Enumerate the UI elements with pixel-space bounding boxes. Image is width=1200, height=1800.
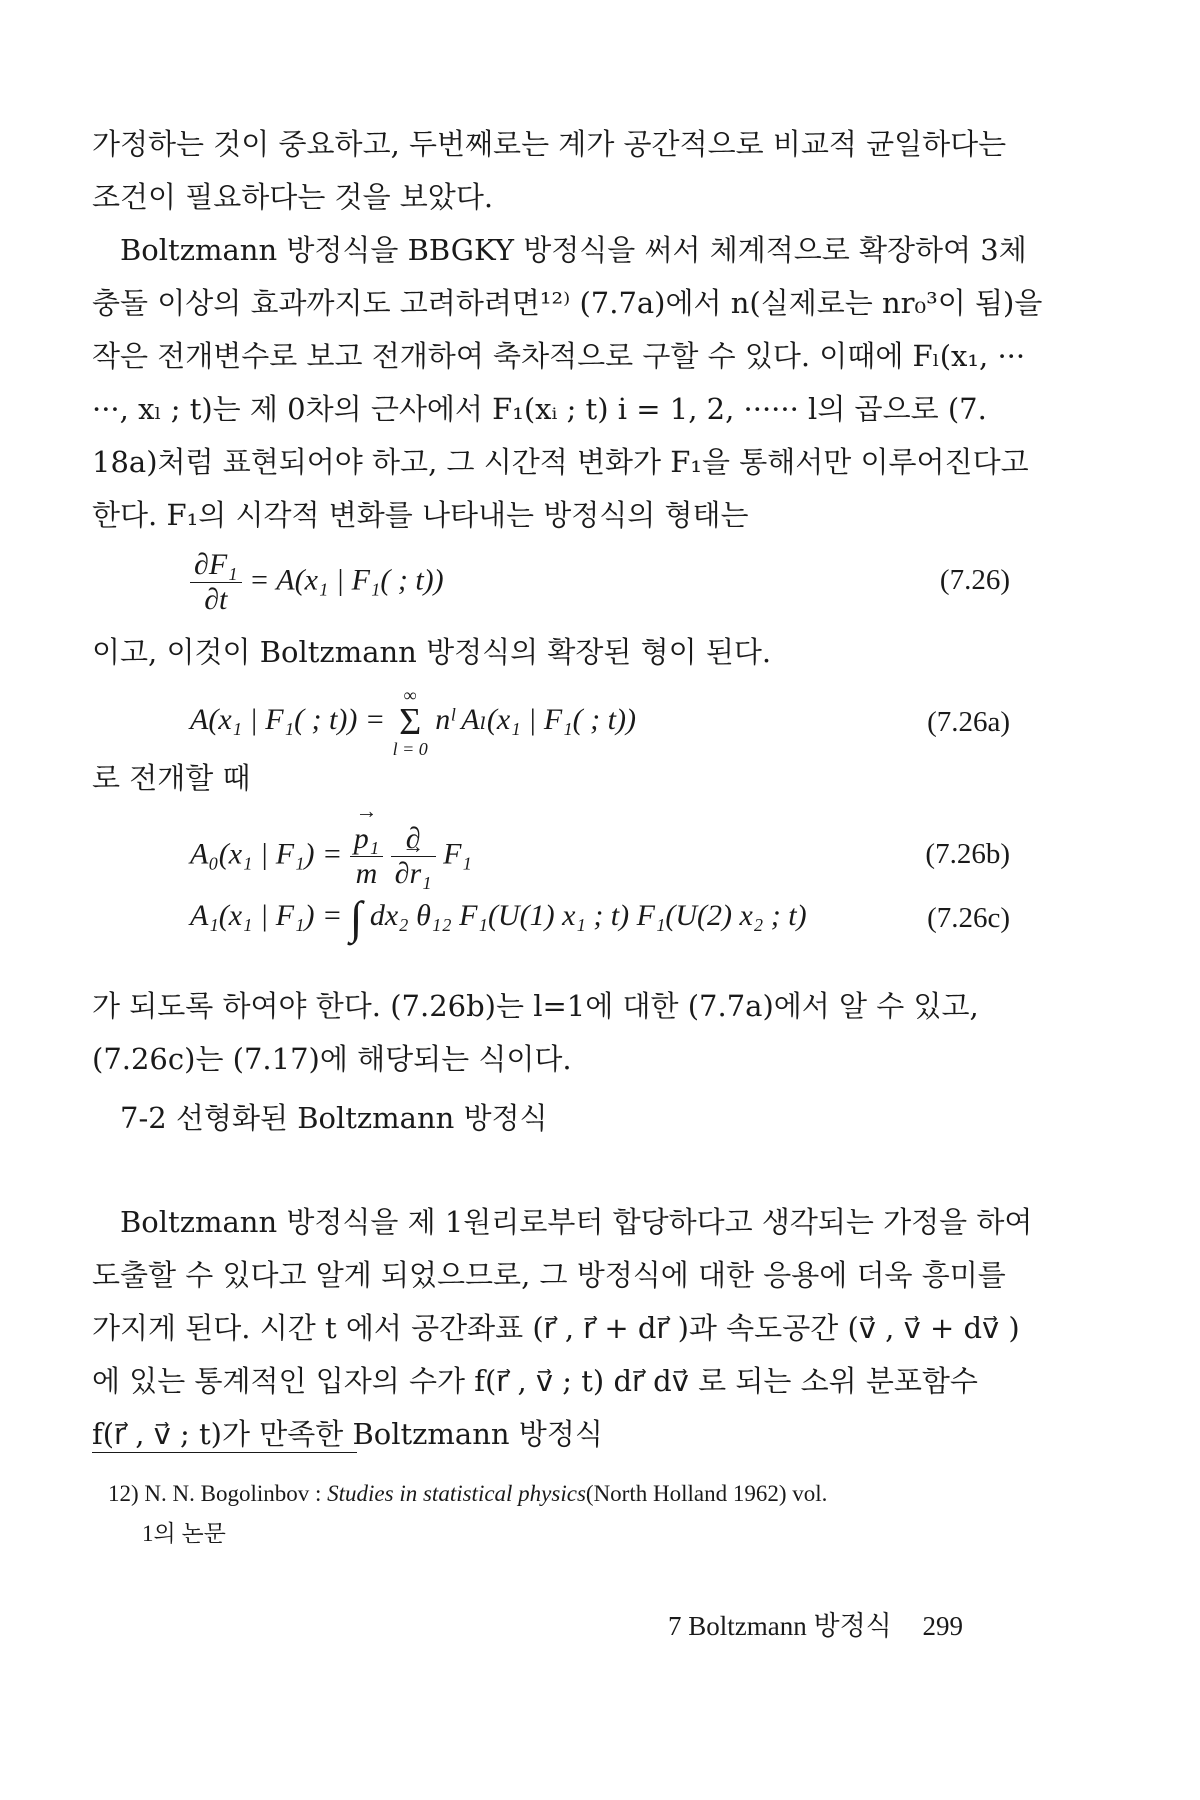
equation-lhs: A(x₁ | F₁( ; t)) = (190, 702, 386, 736)
fraction (391, 822, 436, 891)
footnote (108, 1474, 1008, 1554)
fraction-denominator: m (355, 857, 378, 890)
equation-lhs: A₁(x₁ | F₁) = (190, 898, 343, 932)
equation-number: (7.26) (939, 564, 1010, 596)
text-line: 가 되도록 하여야 한다. (7.26b)는 l=1에 대한 (7.7a)에서 알 수 있고, (92, 989, 979, 1023)
equation-number: (7.26c) (927, 902, 1010, 934)
text-line: Boltzmann 방정식을 BBGKY 방정식을 써서 체계적으로 확장하여 3체 (120, 233, 1027, 267)
equation-rhs: F₁ (443, 837, 472, 871)
equation-7-26b (0, 822, 1200, 890)
text-line: (7.26c)는 (7.17)에 해당되는 식이다. (92, 1042, 572, 1076)
text-line: 작은 전개변수로 보고 전개하여 축차적으로 구할 수 있다. 이때에 Fₗ(x₁, ··· (92, 339, 1026, 373)
paragraph-6 (92, 1196, 1033, 1461)
text-line: ···, xₗ ; t)는 제 0차의 근사에서 F₁(xᵢ ; t) i = 1, 2, ······ l의 곱으로 (7. (92, 392, 987, 426)
fraction (190, 548, 242, 617)
equation-lhs: A₀(x₁ | F₁) = (190, 837, 343, 871)
running-footer-chapter: 7 Boltzmann 방정식 (668, 1611, 892, 1641)
equation-7-26 (0, 548, 1200, 616)
text-line: 이고, 이것이 Boltzmann 방정식의 확장된 형이 된다. (92, 635, 772, 669)
sigma-symbol: Σ (399, 701, 422, 743)
sum-upper-limit: ∞ (403, 685, 417, 705)
fraction-numerator: ∂ (391, 822, 436, 857)
paragraph-4 (92, 752, 1012, 805)
page-number: 299 (922, 1611, 963, 1641)
footnote-divider (92, 1452, 357, 1453)
paragraph-2 (92, 224, 1043, 542)
paragraph-3 (92, 626, 1012, 679)
footnote-author: N. N. Bogolinbov : (144, 1481, 322, 1506)
text-line: 가정하는 것이 중요하고, 두번째로는 계가 공간적으로 비교적 균일하다는 (92, 127, 1007, 161)
footnote-publication: (North Holland 1962) vol. (585, 1481, 828, 1506)
text-line: 충돌 이상의 효과까지도 고려하려면¹²⁾ (7.7a)에서 n(실제로는 nr₀³이 됨)을 (92, 286, 1043, 320)
text-line: 가지게 된다. 시간 t 에서 공간좌표 (r⃗ , r⃗ + dr⃗ )과 속도공간 (v⃗ , v⃗ + dv⃗ ) (92, 1311, 1020, 1345)
section-heading: 7-2 선형화된 Boltzmann 방정식 (120, 1101, 548, 1135)
integral-symbol: ∫ (349, 892, 363, 943)
equation-number: (7.26a) (927, 706, 1010, 738)
paragraph-1 (92, 118, 1012, 224)
fraction (350, 822, 383, 891)
text-line: 에 있는 통계적인 입자의 수가 f(r⃗ , v⃗ ; t) dr⃗ dv⃗ 로 되는 소위 분포함수 (92, 1364, 978, 1398)
equation-rhs: dx₂ θ₁₂ F₁(U(1) x₁ ; t) F₁(U(2) x₂ ; t) (369, 898, 807, 932)
footnote-marker: 12) (108, 1481, 139, 1506)
page-footer (668, 1606, 963, 1646)
equation-7-26c (0, 892, 1200, 958)
sum-lower-limit: l = 0 (392, 739, 428, 759)
equation-rhs: = A(x₁ | F₁( ; t)) (249, 563, 444, 597)
text-line: 한다. F₁의 시각적 변화를 나타내는 방정식의 형태는 (92, 498, 749, 532)
footnote-title: Studies in statistical physics (327, 1481, 586, 1506)
equation-7-26a (0, 685, 1200, 759)
fraction-denominator: ∂t (204, 583, 228, 616)
text-line: 18a)처럼 표현되어야 하고, 그 시간적 변화가 F₁을 통해서만 이루어진다고 (92, 445, 1029, 479)
summation (393, 686, 428, 758)
text-line: Boltzmann 방정식을 제 1원리로부터 합당하다고 생각되는 가정을 하여 (120, 1205, 1033, 1239)
vector-p1: → p₁ (354, 822, 379, 856)
fraction-numerator: ∂F₁ (190, 548, 242, 583)
text-line: 조건이 필요하다는 것을 보았다. (92, 180, 494, 214)
paragraph-5 (92, 980, 1012, 1086)
text-line: f(r⃗ , v⃗ ; t)가 만족한 Boltzmann 방정식 (92, 1417, 603, 1451)
footnote-continuation: 1의 논문 (142, 1521, 226, 1546)
equation-rhs: nˡ Aₗ(x₁ | F₁( ; t)) (435, 702, 636, 736)
equation-number: (7.26b) (925, 838, 1010, 870)
vector-r1: → ∂r₁ (395, 857, 432, 891)
text-line: 로 전개할 때 (92, 761, 251, 795)
text-line: 도출할 수 있다고 알게 되었으므로, 그 방정식에 대한 응용에 더욱 흥미를 (92, 1258, 1006, 1292)
